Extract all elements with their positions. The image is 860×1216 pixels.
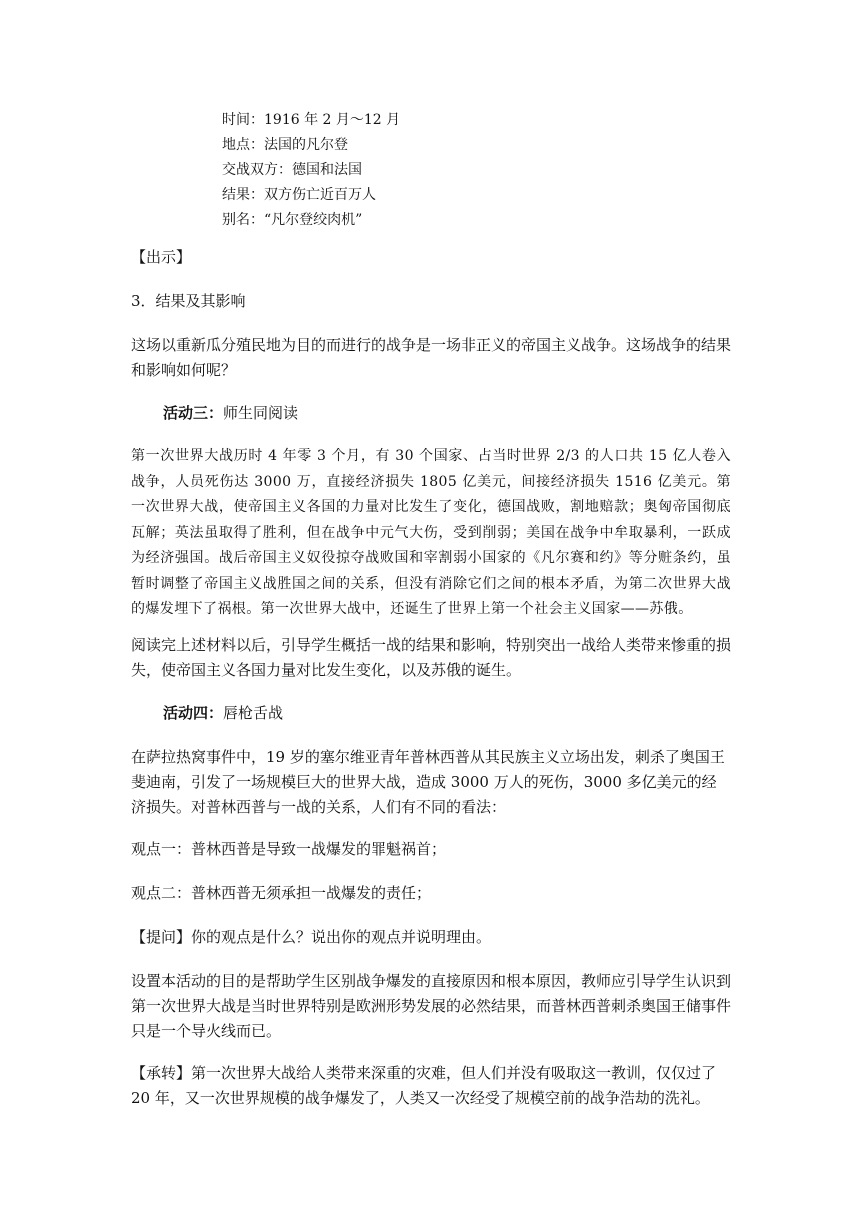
activity-three-label: 活动三： (163, 404, 224, 422)
question-text: 你的观点是什么？说出你的观点并说明理由。 (191, 928, 492, 946)
activity-three-heading (163, 401, 763, 426)
view-two: 观点二：普林西普无须承担一战爆发的责任； (131, 884, 432, 902)
info-sides: 交战双方：德国和法国 (222, 162, 362, 178)
guide-paragraph: 阅读完上述材料以后，引导学生概括一战的结果和影响，特别突出一战给人类带来惨重的损失，使帝国主义各国力量对比发生变化，以及苏俄的诞生。 (131, 636, 732, 679)
battle-info-block (222, 108, 400, 233)
question-tag: 【提问】 (131, 928, 192, 946)
section-heading: 3．结果及其影响 (131, 292, 246, 310)
transition-tag: 【承转】 (131, 1064, 192, 1082)
intro-paragraph: 这场以重新瓜分殖民地为目的而进行的战争是一场非正义的帝国主义战争。这场战争的结果和影响如何呢？ (131, 336, 732, 379)
view-one: 观点一：普林西普是导致一战爆发的罪魁祸首； (131, 840, 447, 858)
reading-paragraph: 第一次世界大战历时 4 年零 3 个月，有 30 个国家、占当时世界 2/3 的人口共 15 亿人卷入战争，人员死伤达 3000 万，直接经济损失 1805 亿美元，间接经济损失 1516 亿美元。第一次世界大战，使帝国主义各国的力量对比发生了变化，德国战败，割地赔款；奥匈帝国彻底瓦解；英法虽取得了胜利，但在战争中元气大伤，受到削弱；美国在战争中牟取暴利，一跃成为经济强国。战后帝国主义奴役掠夺战败国和宰割弱小国家的《凡尔赛和约》等分赃条约，虽暂时调整了帝国主义战胜国之间的关系，但没有消除它们之间的根本矛盾，为第二次世界大战的爆发埋下了祸根。第一次世界大战中，还诞生了世界上第一个社会主义国家——苏俄。 (131, 448, 731, 617)
sarajevo-paragraph: 在萨拉热窝事件中，19 岁的塞尔维亚青年普林西普从其民族主义立场出发，刺杀了奥国王斐迪南，引发了一场规模巨大的世界大战，造成 3000 万人的死伤，3000 多亿美元的经济损失。对普林西普与一战的关系，人们有不同的看法： (131, 748, 725, 816)
info-place: 地点：法国的凡尔登 (222, 137, 348, 153)
activity-four-title: 唇枪舌战 (223, 704, 284, 722)
transition-text: 第一次世界大战给人类带来深重的灾难，但人们并没有吸取这一教训，仅仅过了 20 年，又一次世界规模的战争爆发了，人类又一次经受了规模空前的战争浩劫的洗礼。 (131, 1064, 717, 1107)
activity-four-label: 活动四： (163, 704, 224, 722)
activity-three-title: 师生同阅读 (223, 404, 299, 422)
question-line (131, 925, 731, 950)
activity-four-heading (163, 701, 763, 726)
transition-paragraph (131, 1061, 731, 1111)
info-alias: 别名：“凡尔登绞肉机” (222, 212, 363, 228)
info-result: 结果：双方伤亡近百万人 (222, 187, 376, 203)
info-time: 时间：1916 年 2 月～12 月 (222, 112, 401, 128)
show-tag: 【出示】 (131, 248, 192, 266)
purpose-paragraph: 设置本活动的目的是帮助学生区别战争爆发的直接原因和根本原因，教师应引导学生认识到第一次世界大战是当时世界特别是欧洲形势发展的必然结果，而普林西普刺杀奥国王储事件只是一个导火线而已。 (131, 972, 732, 1040)
